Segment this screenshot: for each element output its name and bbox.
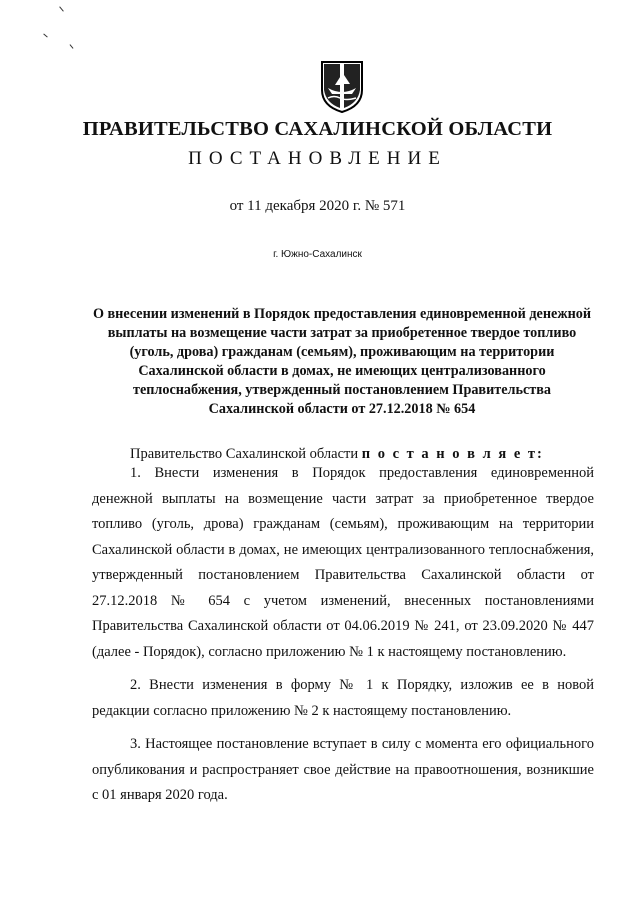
document-body [92, 461, 594, 817]
intro-verb: п о с т а н о в л я е т: [361, 446, 544, 462]
organization-name: ПРАВИТЕЛЬСТВО САХАЛИНСКОЙ ОБЛАСТИ [82, 118, 553, 140]
city: г. Южно-Сахалинск [273, 249, 362, 260]
intro-text: Правительство Сахалинской области [130, 446, 359, 462]
paragraph-3: 3. Настоящее постановление вступает в силу с момента его официального опубликования и распространяет свое действие на правоотношения, возникшие с 01 января 2020 года. [92, 736, 594, 803]
document-title: О внесении изменений в Порядок предоставления единовременной денежной выплаты на возмещение части затрат за приобретенное твердое топливо (уголь, дрова) гражданам (семьям), проживающим на территории Сахалинской области в домах, не имеющих централизованного теплоснабжения, утвержденный постановлением Правительства Сахалинской области от 27.12.2018 № 654 [92, 306, 592, 417]
scan-mark [43, 34, 47, 38]
document-type: ПОСТАНОВЛЕНИЕ [188, 148, 447, 169]
scan-mark [59, 6, 64, 11]
scan-mark [70, 44, 74, 48]
paragraph-2: 2. Внести изменения в форму № 1 к Порядку, изложив ее в новой редакции согласно приложению № 2 к настоящему постановлению. [92, 677, 594, 719]
sakhalin-coat-of-arms-icon [318, 58, 366, 114]
date-and-number: от 11 декабря 2020 г. № 571 [229, 198, 406, 214]
paragraph-1: 1. Внести изменения в Порядок предоставления единовременной денежной выплаты на возмещение части затрат за приобретенное твердое топливо (уголь, дрова) гражданам (семьям), проживающим на территории Сахалинской области в домах, не имеющих централизованного теплоснабжения, утвержденный постановлением Правительства Сахалинской области от 27.12.2018 № 654 с учетом изменений, внесенных постановлениями Правительства Сахалинской области от 04.06.2019 № 241, от 23.09.2020 № 447 (далее - Порядок), согласно приложению № 1 к настоящему постановлению. [92, 465, 594, 660]
